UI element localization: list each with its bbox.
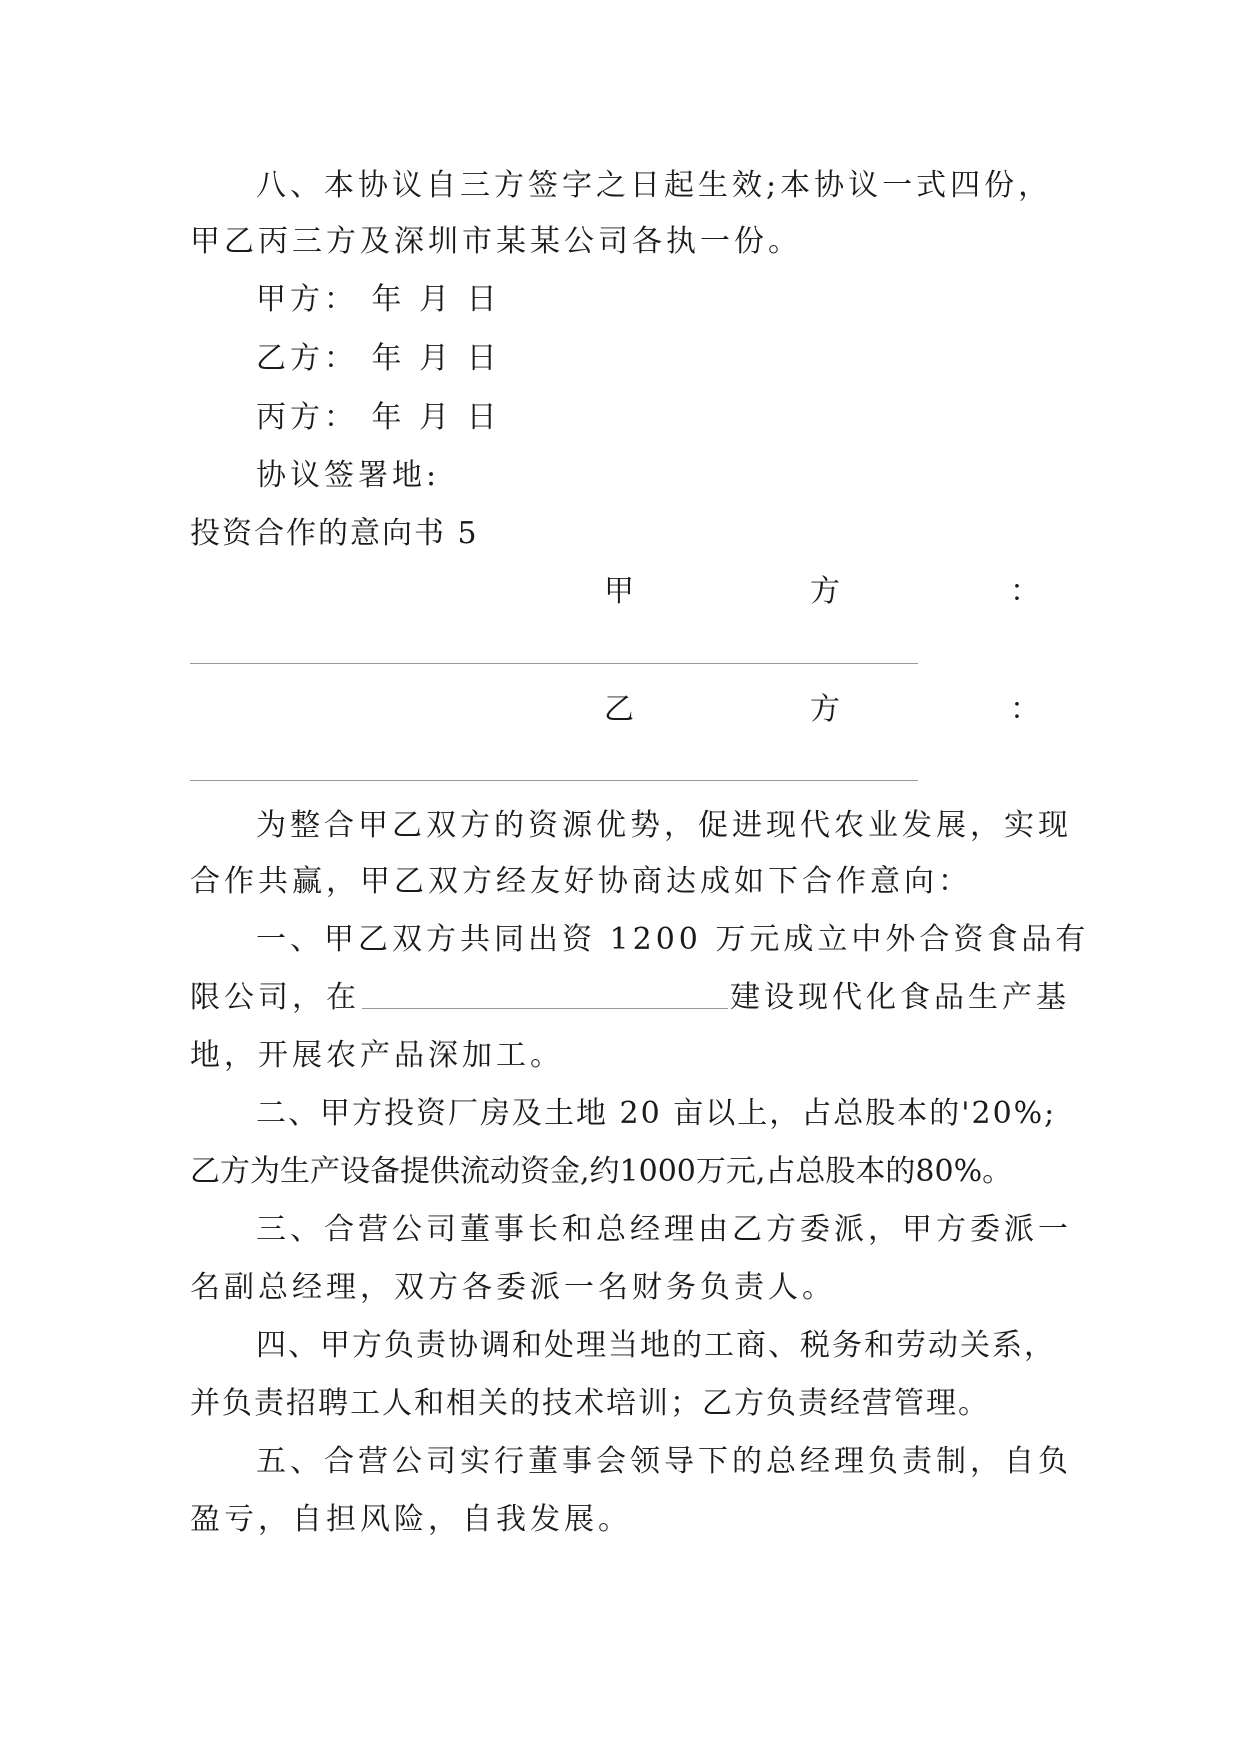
- item-4-text-2: 并负责招聘工人和相关的技术培训；乙方负责经营管理。: [190, 1386, 990, 1421]
- party-b-label-char-1: 乙: [604, 692, 634, 727]
- signature-party-a: [0, 280, 1241, 320]
- item-2-line-1: [0, 1094, 1241, 1134]
- item-1-text-2b: 建设现代化食品生产基: [730, 980, 1070, 1015]
- item-1-line-3: [0, 1036, 1241, 1076]
- item-4-line-1: [0, 1326, 1241, 1366]
- item-2-text-2: 乙方为生产设备提供流动资金,约1000万元,占总股本的80%。: [190, 1154, 1013, 1189]
- signature-party-b: [0, 339, 1241, 379]
- signing-place: [0, 456, 1241, 496]
- signing-place-text: 协议签署地:: [256, 458, 441, 493]
- item-1-line-1: [0, 920, 1241, 960]
- document-title-text: 投资合作的意向书 5: [190, 516, 479, 551]
- item-4-text-1: 四、甲方负责协调和处理当地的工商、税务和劳动关系，: [256, 1328, 1056, 1363]
- party-b-label-char-2: 方: [810, 692, 840, 727]
- item-3-text-1: 三、合营公司董事长和总经理由乙方委派，甲方委派一: [256, 1212, 1072, 1247]
- signature-party-b-text: 乙方： 年 月 日: [256, 341, 501, 376]
- clause-8-line-1: [0, 166, 1241, 206]
- item-3-text-2: 名副总经理，双方各委派一名财务负责人。: [190, 1270, 836, 1305]
- item-1-text-3: 地，开展农产品深加工。: [190, 1038, 564, 1073]
- clause-8-text-2: 甲乙丙三方及深圳市某某公司各执一份。: [190, 224, 802, 259]
- item-1-line-2-wrap: [190, 978, 1070, 1018]
- party-a-underline: [190, 663, 918, 664]
- item-1-text-2a: 限公司，在: [190, 980, 360, 1015]
- party-b-underline: [190, 780, 918, 781]
- party-a-colon: ：: [1010, 574, 1040, 609]
- item-1-text-1: 一、甲乙双方共同出资 1200 万元成立中外合资食品有: [256, 922, 1090, 957]
- clause-8-line-2: [0, 222, 1241, 262]
- item-3-line-2: [0, 1268, 1241, 1308]
- intro-line-1: [0, 806, 1241, 846]
- party-a-label-char-1: 甲: [604, 574, 634, 609]
- intro-text-2: 合作共赢，甲乙双方经友好协商达成如下合作意向：: [190, 864, 972, 899]
- item-2-text-1: 二、甲方投资厂房及土地 20 亩以上，占总股本的'20%;: [256, 1096, 1057, 1131]
- item-2-line-2: [0, 1152, 1241, 1192]
- intro-text-1: 为整合甲乙双方的资源优势，促进现代农业发展，实现: [256, 808, 1072, 843]
- signature-party-c-text: 丙方： 年 月 日: [256, 400, 501, 435]
- location-blank: [362, 978, 728, 1009]
- document-title: [0, 514, 1241, 554]
- item-5-text-2: 盈亏，自担风险，自我发展。: [190, 1502, 632, 1537]
- signature-party-c: [0, 398, 1241, 438]
- party-a-label-char-2: 方: [810, 574, 840, 609]
- intro-line-2: [0, 862, 1241, 902]
- party-b-colon: ：: [1010, 692, 1040, 727]
- item-3-line-1: [0, 1210, 1241, 1250]
- item-4-line-2: [0, 1384, 1241, 1424]
- item-5-text-1: 五、合营公司实行董事会领导下的总经理负责制，自负: [256, 1444, 1072, 1479]
- signature-party-a-text: 甲方： 年 月 日: [256, 282, 501, 317]
- item-1-line-2: [0, 978, 1241, 1018]
- clause-8-text-1: 八、本协议自三方签字之日起生效;本协议一式四份，: [256, 168, 1053, 203]
- item-5-line-2: [0, 1500, 1241, 1540]
- item-5-line-1: [0, 1442, 1241, 1482]
